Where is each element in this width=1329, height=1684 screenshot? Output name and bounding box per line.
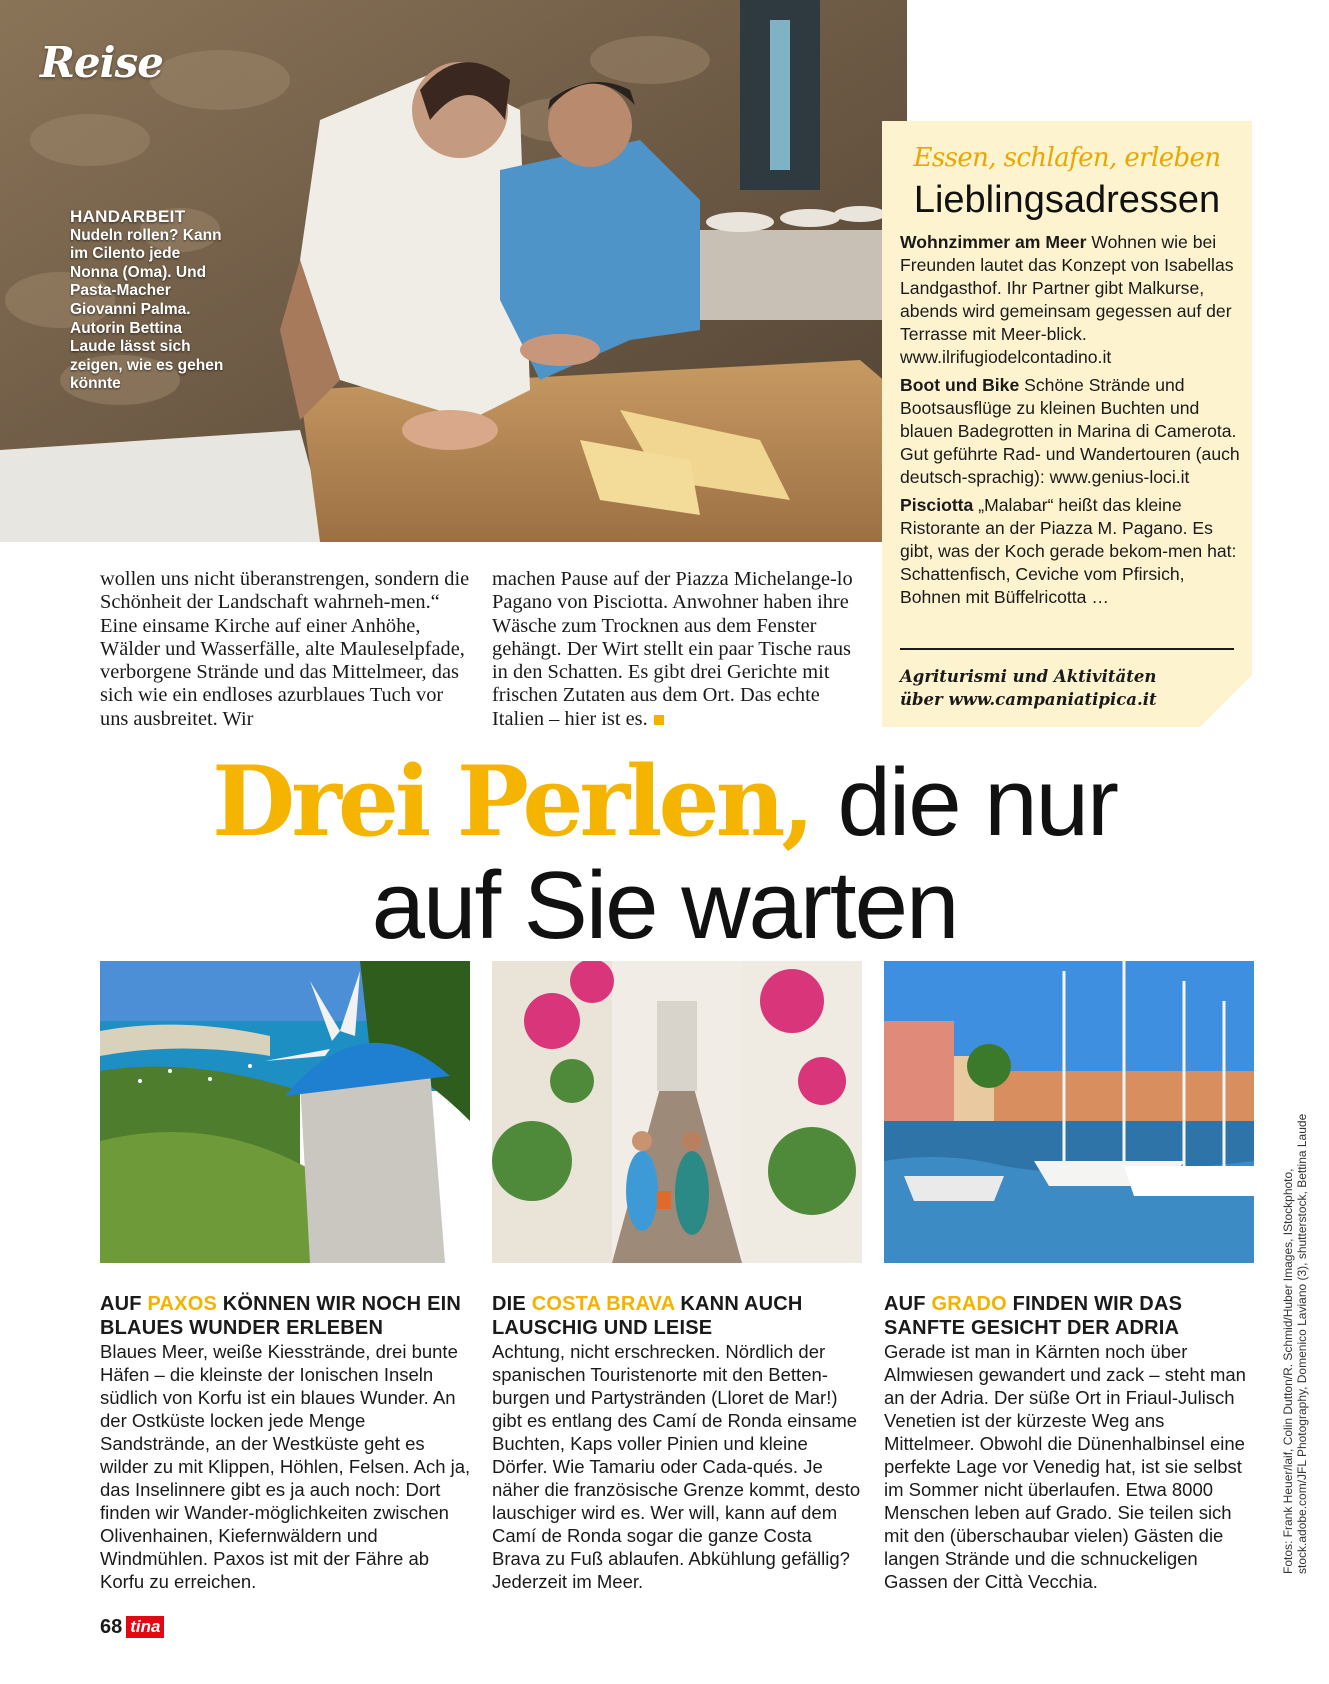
sidebar-entry-text: „Malabar“ heißt das kleine Ristorante an der Piazza M. Pagano. Es gibt, was der Koch gerade bekom-men hat: Schattenfisch, Ceviche vom Pfirsich, Bohnen mit Büffelricotta … [900, 495, 1237, 607]
body-column-2 [492, 568, 864, 731]
photo-paxos [100, 961, 470, 1263]
headline-rest: die nur [837, 749, 1118, 856]
article-costa-brava [492, 1292, 864, 1593]
sidebar-box [882, 121, 1252, 727]
heading-post: KANN AUCH LAUSCHIG UND LEISE [492, 1293, 803, 1339]
article-paxos [100, 1292, 472, 1593]
sidebar-entries [900, 231, 1240, 614]
hero-caption [70, 208, 230, 394]
article-text: Achtung, nicht erschrecken. Nördlich der spanischen Touristenorte mit den Betten-burgen und Partystränden (Lloret de Mar!) gibt es entlang des Camí de Ronda einsame Buchten, Kaps voller Pinien und kleine Dörfer. Wie Tamariu oder Cada-qués. Je näher die französische Grenze kommt, desto lauschiger wird es. Wer will, kann auf dem Camí de Ronda sogar die ganze Costa Brava zu Fuß ablaufen. Abkühlung gefällig? Jederzeit im Meer. [492, 1341, 861, 1592]
headline-accent: Drei Perlen, [211, 745, 811, 858]
heading-pre: AUF [884, 1293, 932, 1315]
sidebar-kicker: Essen, schlafen, erleben [913, 143, 1221, 173]
sidebar-divider [900, 648, 1234, 650]
brand-logo: tina [126, 1616, 164, 1638]
end-mark [654, 715, 664, 725]
article-text: Blaues Meer, weiße Kiesstrände, drei bunte Häfen – die kleinste der Ionischen Inseln südlich von Korfu ist ein blaues Wunder. An der Ostküste locken jede Menge Sandstrände, an der Westküste geht es wilder zu mit Klippen, Höhlen, Felsen. Ach ja, das Inselinnere gibt es ja auch noch: Dort finden wir Wander-möglichkeiten zwischen Olivenhainen, Kiefernwäldern und Windmühlen. Paxos ist mit der Fähre ab Korfu zu erreichen. [100, 1341, 471, 1592]
photo-costa-brava [492, 961, 862, 1263]
sidebar-entry [900, 494, 1240, 609]
body-column-1: wollen uns nicht überanstrengen, sondern die Schönheit der Landschaft wahrneh-men.“ Eine einsame Kirche auf einer Anhöhe, Wälder und Wasserfälle, alte Mauleselpfade, verborgene Strände und das Mittelmeer, das sich wie ein endloses azurblaues Tuch vor uns ausbreitet. Wir [100, 568, 470, 730]
article-heading [884, 1292, 1256, 1340]
sidebar-entry-name: Pisciotta [900, 495, 974, 515]
sidebar-footer-link: über www.campaniatipica.it [900, 690, 1157, 709]
sidebar-title: Lieblingsadressen [913, 179, 1221, 221]
sidebar-entry-text: Wohnen wie bei Freunden lautet das Konzept von Isabellas Landgasthof. Ihr Partner gibt Malkurse, abends wird gemeinsam gegessen auf der Terrasse mit Meer-blick. www.ilrifugiodelcontadino.it [900, 232, 1234, 367]
article-heading [100, 1292, 472, 1340]
sidebar-entry [900, 374, 1240, 489]
heading-pre: AUF [100, 1293, 148, 1315]
article-grado [884, 1292, 1256, 1593]
caption-text: Nudeln rollen? Kann im Cilento jede Nonna (Oma). Und Pasta-Macher Giovanni Palma. Autorin Bettina Laude lässt sich zeigen, wie es gehen könnte [70, 226, 224, 393]
section-tag: Reise [40, 38, 163, 87]
credits-line: Fotos: Frank Heuer/laif, Colin Dutton/R. Schmid/Huber Images, IStockphoto, [1281, 1168, 1295, 1574]
sidebar-entry-name: Boot und Bike [900, 375, 1020, 395]
page-fold-corner [1200, 675, 1252, 727]
sidebar-footer-line: Agriturismi und Aktivitäten [900, 667, 1157, 686]
caption-title: HANDARBEIT [70, 207, 186, 226]
article-heading [492, 1292, 864, 1340]
headline-line-1 [0, 745, 1329, 858]
credits-line: stock.adobe.com/JFL Photography, Domenico Laviano (3), shutterstock, Bettina Laude [1295, 1113, 1309, 1574]
heading-post: KÖNNEN WIR NOCH EIN BLAUES WUNDER ERLEBEN [100, 1293, 462, 1339]
article-text: Gerade ist man in Kärnten noch über Almwiesen gewandert und zack – steht man an der Adria. Der süße Ort in Friaul-Julisch Venetien ist der kürzeste Weg ans Mittelmeer. Obwohl die Dünenhalbinsel eine perfekte Lage vor Venedig hat, ist sie selbst im Sommer nicht überlaufen. Etwa 8000 Menschen leben auf Grado. Sie teilen sich mit den (überschaubar vielen) Gästen die langen Strände und die schnuckeligen Gassen der Città Vecchia. [884, 1341, 1246, 1592]
body-column-2-text: machen Pause auf der Piazza Michelange-lo Pagano von Pisciotta. Anwohner haben ihre Wäsche zum Trocknen aus dem Fenster gehängt. Der Wirt stellt ein paar Tische raus in den Schatten. Es gibt drei Gerichte mit frischen Zutaten aus dem Ort. Das echte Italien – hier ist es. [492, 568, 853, 730]
sidebar-entry-text: Schöne Strände und Bootsausflüge zu kleinen Buchten und blauen Badegrotten in Marina di Camerota. Gut geführte Rad- und Wandertouren (auch deutsch-sprachig): www.genius-loci.it [900, 375, 1240, 487]
headline-line-2: auf Sie warten [371, 852, 958, 959]
photo-credits [1281, 1074, 1309, 1574]
heading-place: COSTA BRAVA [531, 1293, 675, 1315]
heading-place: PAXOS [147, 1293, 218, 1315]
photo-grado [884, 961, 1254, 1263]
heading-post: FINDEN WIR DAS SANFTE GESICHT DER ADRIA [884, 1293, 1183, 1339]
heading-place: GRADO [931, 1293, 1007, 1315]
sidebar-footer [900, 665, 1240, 711]
heading-pre: DIE [492, 1293, 532, 1315]
page-folio [100, 1616, 164, 1639]
page-number: 68 [100, 1616, 123, 1638]
sidebar-entry [900, 231, 1240, 369]
sidebar-entry-name: Wohnzimmer am Meer [900, 232, 1087, 252]
